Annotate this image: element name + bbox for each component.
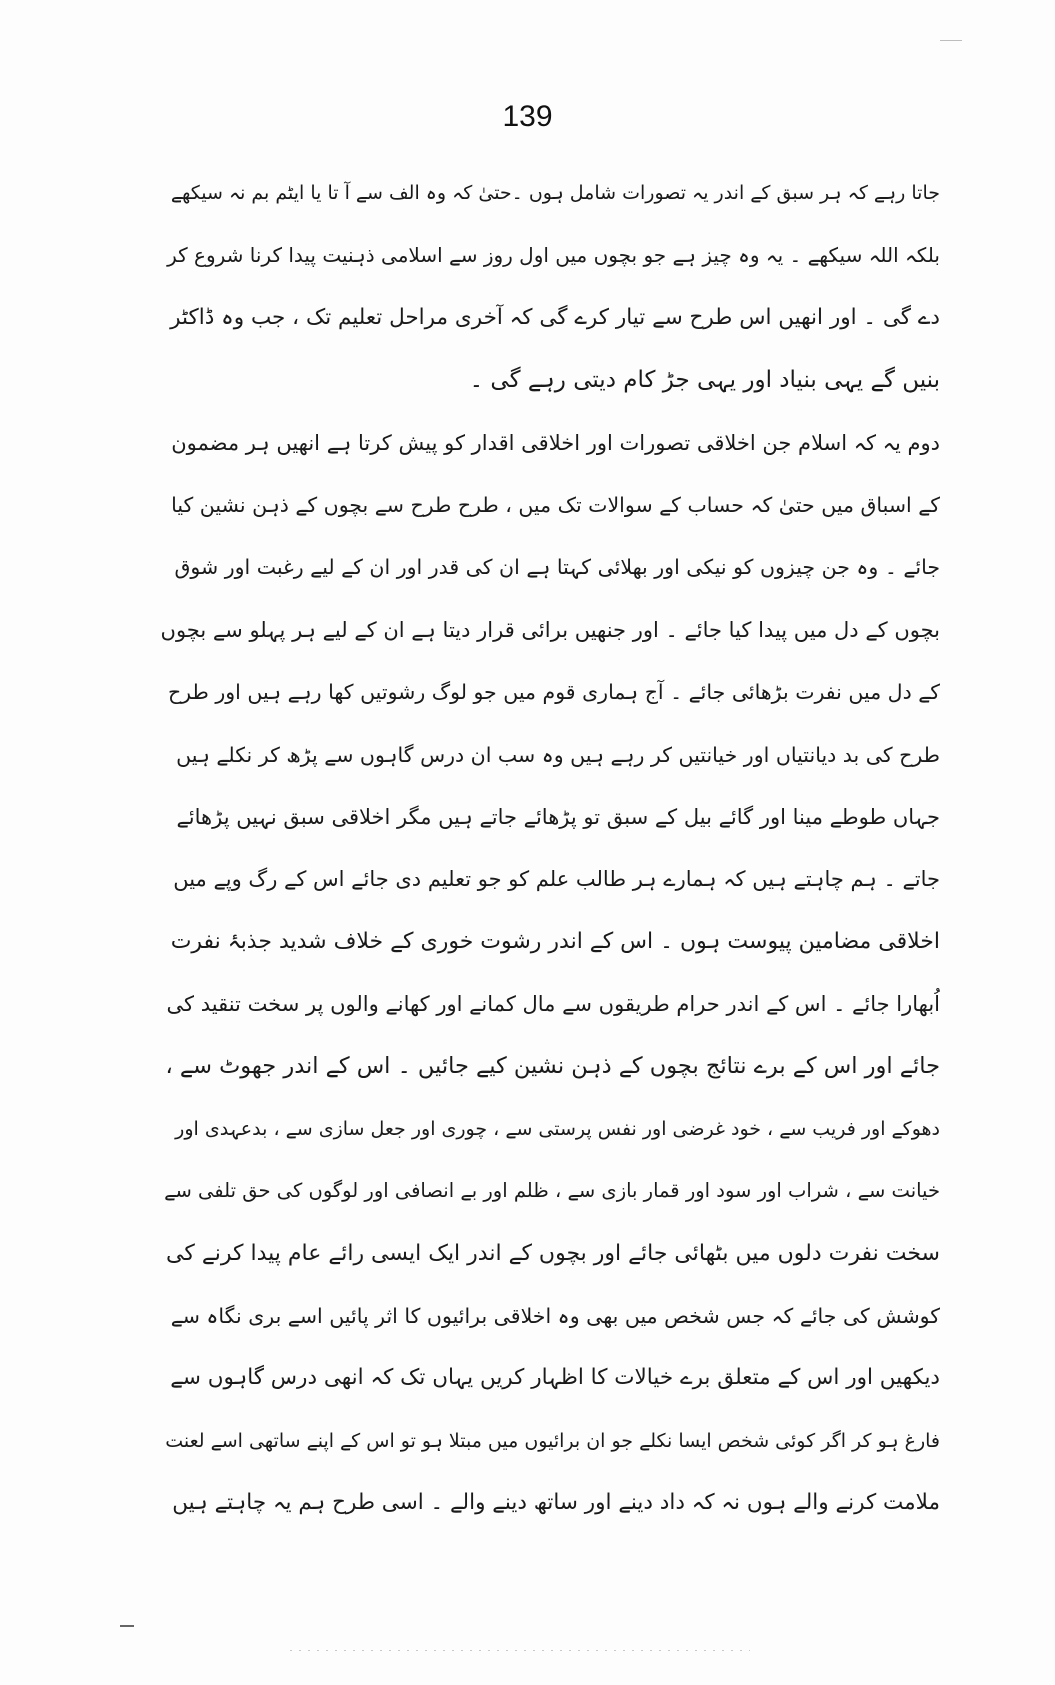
text-line-20: دیکھیں اور اس کے متعلق برے خیالات کا اظہار کریں یہاں تک کہ انھی درس گاہوں سے bbox=[170, 1365, 940, 1391]
text-line-22: ملامت کرنے والے ہوں نہ کہ داد دینے اور ساتھ دینے والے ۔ اسی طرح ہم یہ چاہتے ہیں bbox=[172, 1490, 940, 1516]
text-line-21: فارغ ہو کر اگر کوئی شخص ایسا نکلے جو ان برائیوں میں مبتلا ہو تو اس کے اپنے ساتھی اسے لعنت bbox=[165, 1429, 940, 1452]
paragraph-2-line-1: دوم یہ کہ اسلام جن اخلاقی تصورات اور اخلاقی اقدار کو پیش کرتا ہے انھیں ہر مضمون bbox=[171, 430, 940, 455]
scan-artifact-bottom-left bbox=[120, 1625, 134, 1627]
text-line-16: دھوکے اور فریب سے ، خود غرضی اور نفس پرستی سے ، چوری اور جعل سازی سے ، بدعہدی اور bbox=[175, 1117, 940, 1140]
text-line-11: جہاں طوطے مینا اور گائے بیل کے سبق تو پڑھائے جاتے ہیں مگر اخلاقی سبق نہیں پڑھائے bbox=[176, 804, 940, 829]
text-line-4: بنیں گے یہی بنیاد اور یہی جڑ کام دیتی رہے گی ۔ bbox=[469, 367, 940, 394]
text-line-7: جائے ۔ وہ جن چیزوں کو نیکی اور بھلائی کہتا ہے ان کی قدر اور ان کے لیے رغبت اور شوق bbox=[174, 555, 940, 580]
text-line-15: جائے اور اس کے برے نتائج بچوں کے ذہن نشین کیے جائیں ۔ اس کے اندر جھوٹ سے ، bbox=[165, 1053, 940, 1080]
text-line-19: کوشش کی جائے کہ جس شخص میں بھی وہ اخلاقی برائیوں کا اثر پائیں اسے بری نگاہ سے bbox=[170, 1304, 940, 1329]
text-line-17: خیانت سے ، شراب اور سود اور قمار بازی سے ، ظلم اور بے انصافی اور لوگوں کی حق تلفی سے bbox=[164, 1179, 940, 1203]
text-line-18: سخت نفرت دلوں میں بٹھائی جائے اور بچوں کے اندر ایک ایسی رائے عام پیدا کرنے کی bbox=[166, 1240, 940, 1266]
text-line-14: اُبھارا جائے ۔ اس کے اندر حرام طریقوں سے مال کمانے اور کھانے والوں پر سخت تنقید کی bbox=[166, 992, 940, 1017]
text-line-3: دے گی ۔ اور انھیں اس طرح سے تیار کرے گی کہ آخری مراحل تعلیم تک ، جب وہ ڈاکٹر bbox=[170, 304, 940, 330]
text-line-1: جاتا رہے کہ ہر سبق کے اندر یہ تصورات شامل ہوں ۔حتیٰ کہ وہ الف سے آ تا یا ایٹم بم نہ سیکھے bbox=[170, 182, 940, 204]
scan-artifact-bottom-dots bbox=[290, 1650, 750, 1651]
text-line-10: طرح کی بد دیانتیاں اور خیانتیں کر رہے ہیں وہ سب ان درس گاہوں سے پڑھ کر نکلے ہیں bbox=[176, 742, 940, 767]
text-line-2: بلکہ اللہ سیکھے ۔ یہ وہ چیز ہے جو بچوں میں اول روز سے اسلامی ذہنیت پیدا کرنا شروع کر bbox=[167, 243, 940, 268]
text-line-13: اخلاقی مضامین پیوست ہوں ۔ اس کے اندر رشوت خوری کے خلاف شدید جذبۂ نفرت bbox=[170, 928, 940, 954]
text-line-8: بچوں کے دل میں پیدا کیا جائے ۔ اور جنھیں برائی قرار دیتا ہے ان کے لیے ہر پہلو سے بچوں bbox=[160, 617, 940, 642]
text-line-6: کے اسباق میں حتیٰ کہ حساب کے سوالات تک میں ، طرح طرح سے بچوں کے ذہن نشین کیا bbox=[171, 492, 940, 517]
text-line-9: کے دل میں نفرت بڑھائی جائے ۔ آج ہماری قوم میں جو لوگ رشوتیں کھا رہے ہیں اور طرح bbox=[167, 680, 940, 705]
text-line-12: جاتے ۔ ہم چاہتے ہیں کہ ہمارے ہر طالب علم کو جو تعلیم دی جائے اس کے رگ وپے میں bbox=[173, 867, 940, 892]
page-body-text bbox=[160, 162, 940, 1535]
page-number: 139 bbox=[502, 100, 553, 133]
scan-artifact-top bbox=[940, 40, 962, 41]
